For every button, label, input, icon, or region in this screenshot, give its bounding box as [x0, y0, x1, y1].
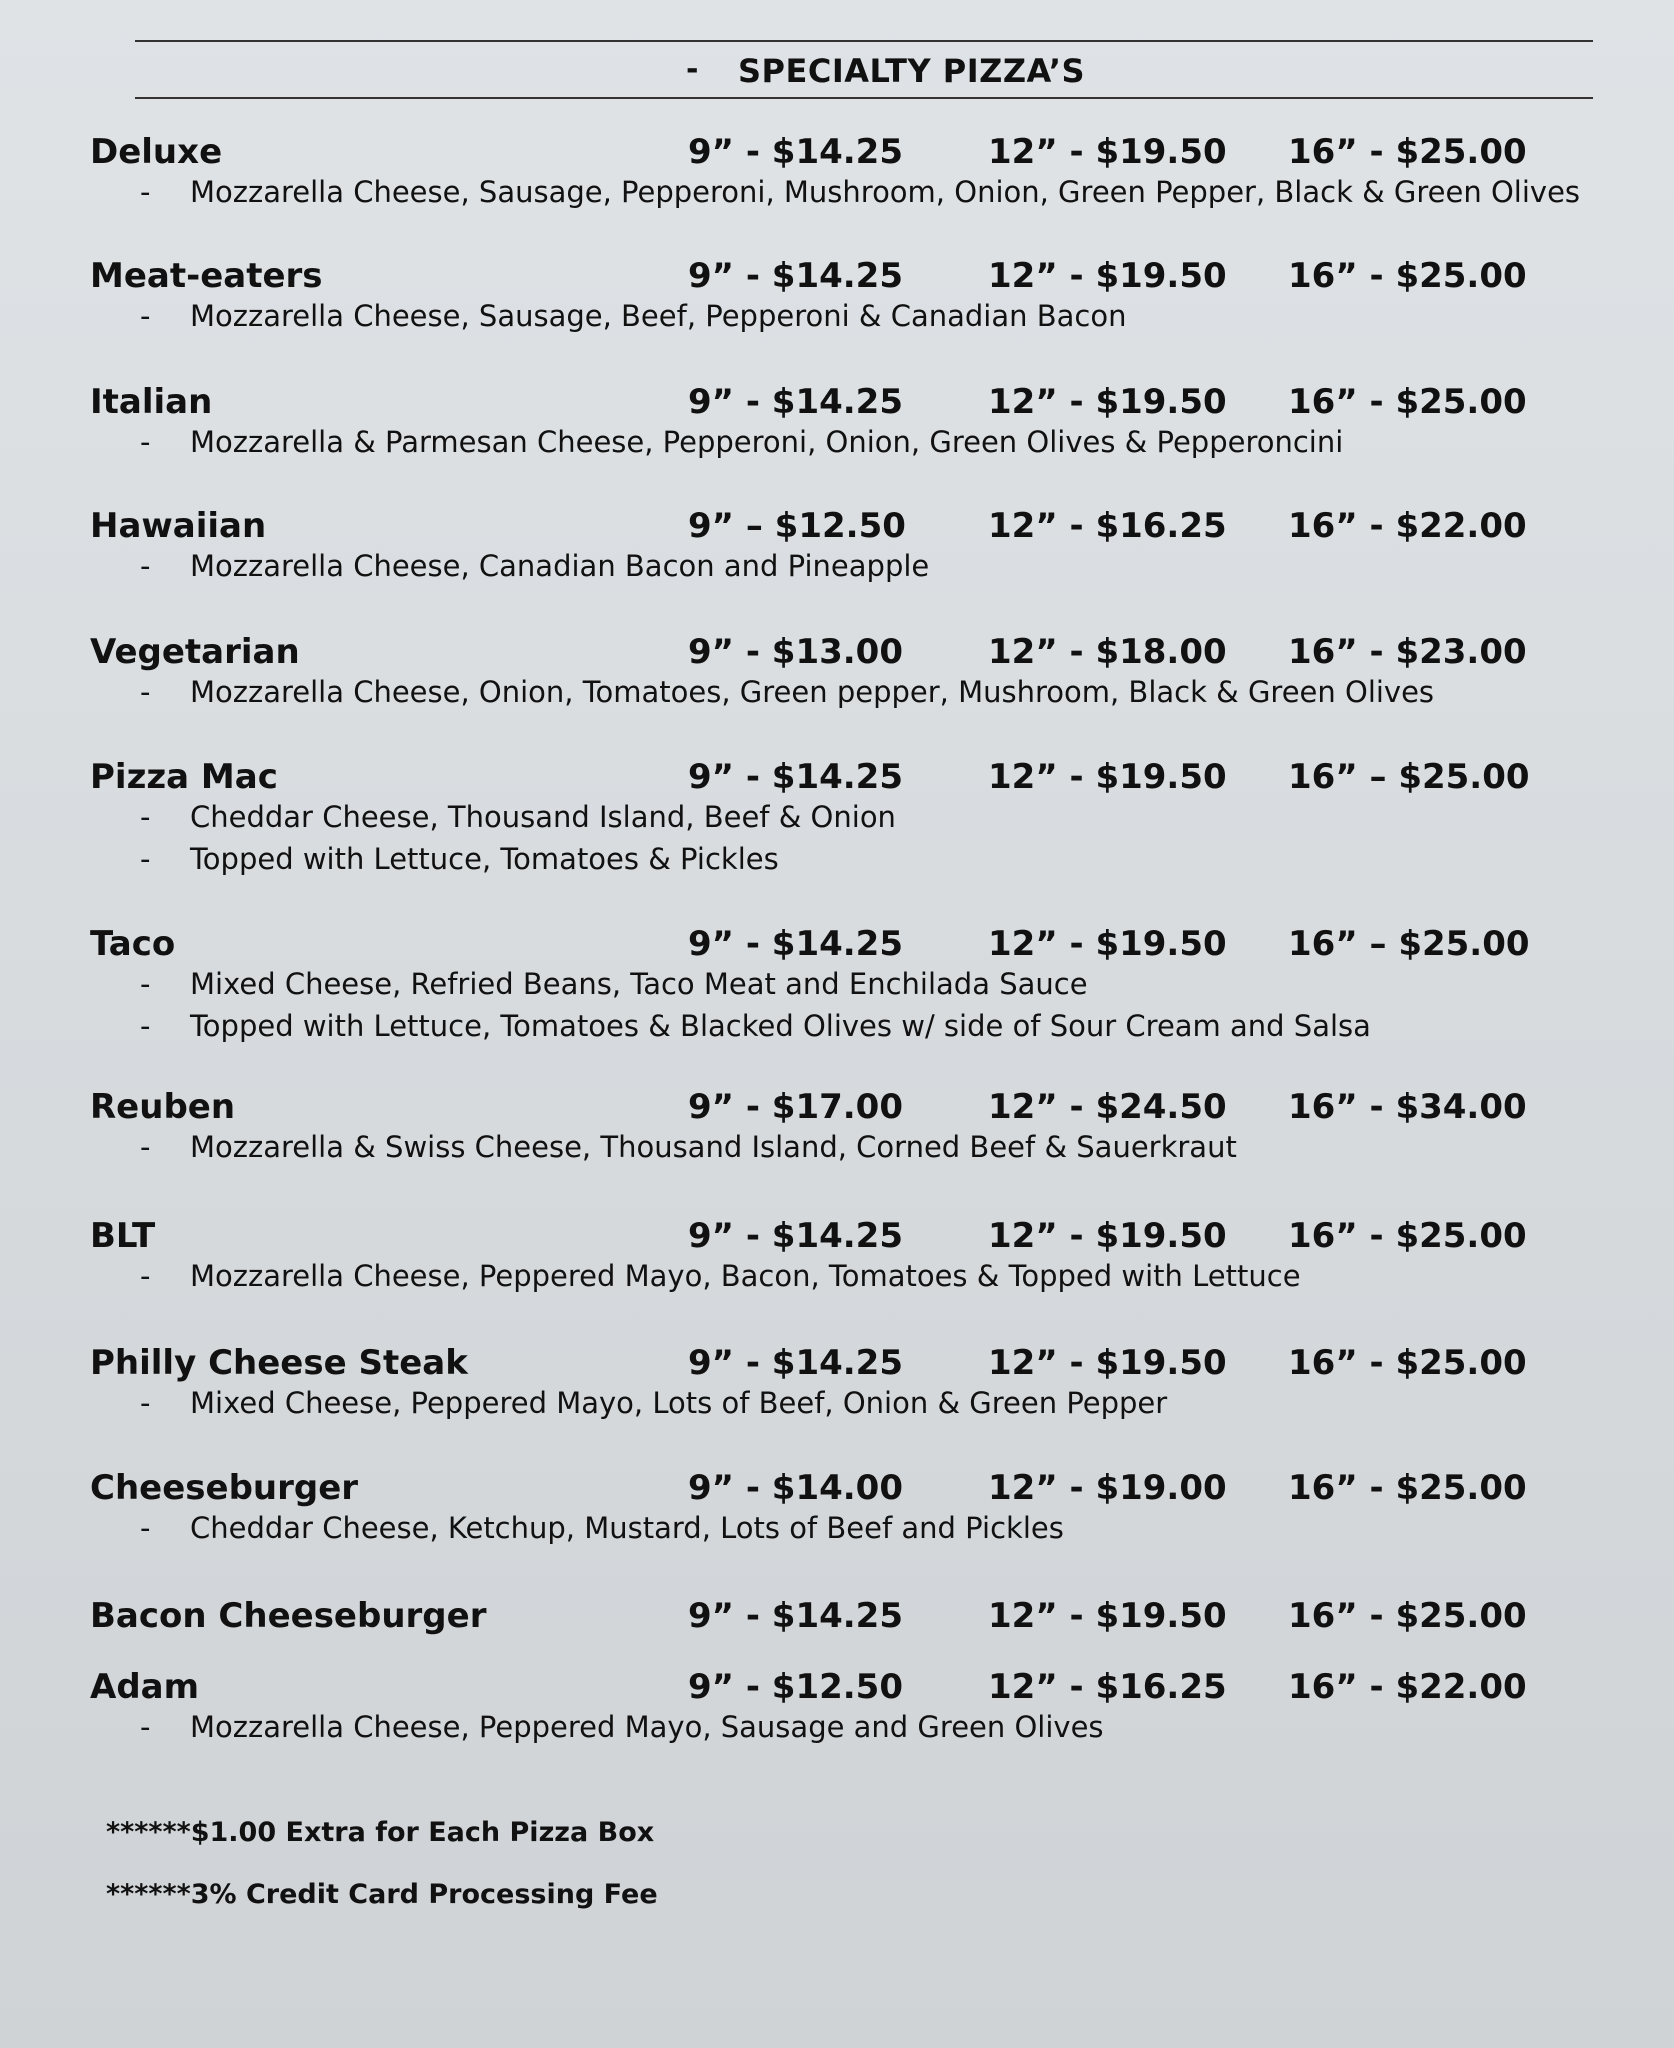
description-bullet: - [140, 1009, 151, 1043]
header-rule-bottom [135, 97, 1593, 99]
price-16-inch: 16” – $25.00 [1288, 924, 1530, 964]
price-9-inch: 9” - $14.25 [688, 132, 903, 172]
item-name: Pizza Mac [90, 757, 278, 797]
price-9-inch: 9” - $14.25 [688, 382, 903, 422]
description-text: Mozzarella Cheese, Onion, Tomatoes, Green pepper, Mushroom, Black & Green Olives [190, 675, 1435, 709]
credit-card-fee-note: ******3% Credit Card Processing Fee [106, 1879, 658, 1910]
price-12-inch: 12” - $19.50 [988, 1343, 1227, 1383]
price-16-inch: 16” - $25.00 [1288, 132, 1527, 172]
item-name: BLT [90, 1216, 156, 1256]
price-9-inch: 9” - $13.00 [688, 632, 903, 672]
description-bullet: - [140, 842, 151, 876]
price-16-inch: 16” - $34.00 [1288, 1087, 1527, 1127]
item-name: Taco [90, 924, 176, 964]
description-text: Mozzarella Cheese, Sausage, Pepperoni, Mushroom, Onion, Green Pepper, Black & Green Olives [190, 175, 1581, 209]
item-name: Adam [90, 1667, 200, 1707]
price-16-inch: 16” - $25.00 [1288, 256, 1527, 296]
price-9-inch: 9” - $14.25 [688, 924, 903, 964]
price-12-inch: 12” - $16.25 [988, 506, 1227, 546]
description-bullet: - [140, 967, 151, 1001]
pizza-box-fee-note: ******$1.00 Extra for Each Pizza Box [106, 1817, 655, 1848]
description-text: Topped with Lettuce, Tomatoes & Pickles [190, 842, 779, 876]
menu-header [0, 52, 1674, 92]
menu-title: SPECIALTY PIZZA’S [738, 52, 1086, 90]
item-name: Philly Cheese Steak [90, 1343, 468, 1383]
description-text: Topped with Lettuce, Tomatoes & Blacked Olives w/ side of Sour Cream and Salsa [190, 1009, 1371, 1043]
description-bullet: - [140, 299, 151, 333]
description-bullet: - [140, 675, 151, 709]
item-name: Vegetarian [90, 632, 300, 672]
description-text: Mozzarella & Swiss Cheese, Thousand Island, Corned Beef & Sauerkraut [190, 1130, 1237, 1164]
price-12-inch: 12” - $19.50 [988, 1216, 1227, 1256]
price-16-inch: 16” - $25.00 [1288, 382, 1527, 422]
description-bullet: - [140, 425, 151, 459]
price-9-inch: 9” - $12.50 [688, 1667, 903, 1707]
description-text: Cheddar Cheese, Ketchup, Mustard, Lots of Beef and Pickles [190, 1511, 1064, 1545]
header-rule-top [135, 40, 1593, 42]
description-text: Mozzarella Cheese, Sausage, Beef, Pepperoni & Canadian Bacon [190, 299, 1127, 333]
header-dash: - [686, 52, 699, 87]
price-16-inch: 16” - $25.00 [1288, 1343, 1527, 1383]
description-text: Mozzarella Cheese, Canadian Bacon and Pineapple [190, 549, 930, 583]
description-bullet: - [140, 1386, 151, 1420]
price-16-inch: 16” - $22.00 [1288, 506, 1527, 546]
price-16-inch: 16” - $25.00 [1288, 1216, 1527, 1256]
description-bullet: - [140, 1710, 151, 1744]
price-9-inch: 9” - $14.25 [688, 1216, 903, 1256]
price-16-inch: 16” - $25.00 [1288, 1596, 1527, 1636]
price-9-inch: 9” - $14.00 [688, 1468, 903, 1508]
price-12-inch: 12” - $19.50 [988, 382, 1227, 422]
price-12-inch: 12” - $19.00 [988, 1468, 1227, 1508]
price-12-inch: 12” - $18.00 [988, 632, 1227, 672]
description-text: Mozzarella Cheese, Peppered Mayo, Bacon, Tomatoes & Topped with Lettuce [190, 1259, 1301, 1293]
description-text: Mozzarella Cheese, Peppered Mayo, Sausage and Green Olives [190, 1710, 1104, 1744]
price-16-inch: 16” - $23.00 [1288, 632, 1527, 672]
price-9-inch: 9” - $14.25 [688, 256, 903, 296]
price-12-inch: 12” - $19.50 [988, 1596, 1227, 1636]
item-name: Cheeseburger [90, 1468, 359, 1508]
price-9-inch: 9” - $14.25 [688, 1343, 903, 1383]
price-12-inch: 12” - $19.50 [988, 757, 1227, 797]
item-name: Bacon Cheeseburger [90, 1596, 487, 1636]
item-name: Meat-eaters [90, 256, 323, 296]
price-12-inch: 12” - $19.50 [988, 256, 1227, 296]
description-bullet: - [140, 175, 151, 209]
price-16-inch: 16” - $25.00 [1288, 1468, 1527, 1508]
description-text: Cheddar Cheese, Thousand Island, Beef & Onion [190, 800, 896, 834]
price-9-inch: 9” - $17.00 [688, 1087, 903, 1127]
item-name: Italian [90, 382, 213, 422]
price-12-inch: 12” - $24.50 [988, 1087, 1227, 1127]
description-text: Mixed Cheese, Refried Beans, Taco Meat and Enchilada Sauce [190, 967, 1088, 1001]
description-text: Mozzarella & Parmesan Cheese, Pepperoni, Onion, Green Olives & Pepperoncini [190, 425, 1344, 459]
item-name: Deluxe [90, 132, 223, 172]
item-name: Hawaiian [90, 506, 267, 546]
description-text: Mixed Cheese, Peppered Mayo, Lots of Beef, Onion & Green Pepper [190, 1386, 1168, 1420]
description-bullet: - [140, 1130, 151, 1164]
description-bullet: - [140, 549, 151, 583]
price-12-inch: 12” - $19.50 [988, 924, 1227, 964]
description-bullet: - [140, 800, 151, 834]
description-bullet: - [140, 1259, 151, 1293]
description-bullet: - [140, 1511, 151, 1545]
price-16-inch: 16” - $22.00 [1288, 1667, 1527, 1707]
item-name: Reuben [90, 1087, 236, 1127]
price-9-inch: 9” - $14.25 [688, 757, 903, 797]
price-12-inch: 12” - $19.50 [988, 132, 1227, 172]
price-12-inch: 12” - $16.25 [988, 1667, 1227, 1707]
price-16-inch: 16” – $25.00 [1288, 757, 1530, 797]
price-9-inch: 9” - $14.25 [688, 1596, 903, 1636]
price-9-inch: 9” – $12.50 [688, 506, 906, 546]
